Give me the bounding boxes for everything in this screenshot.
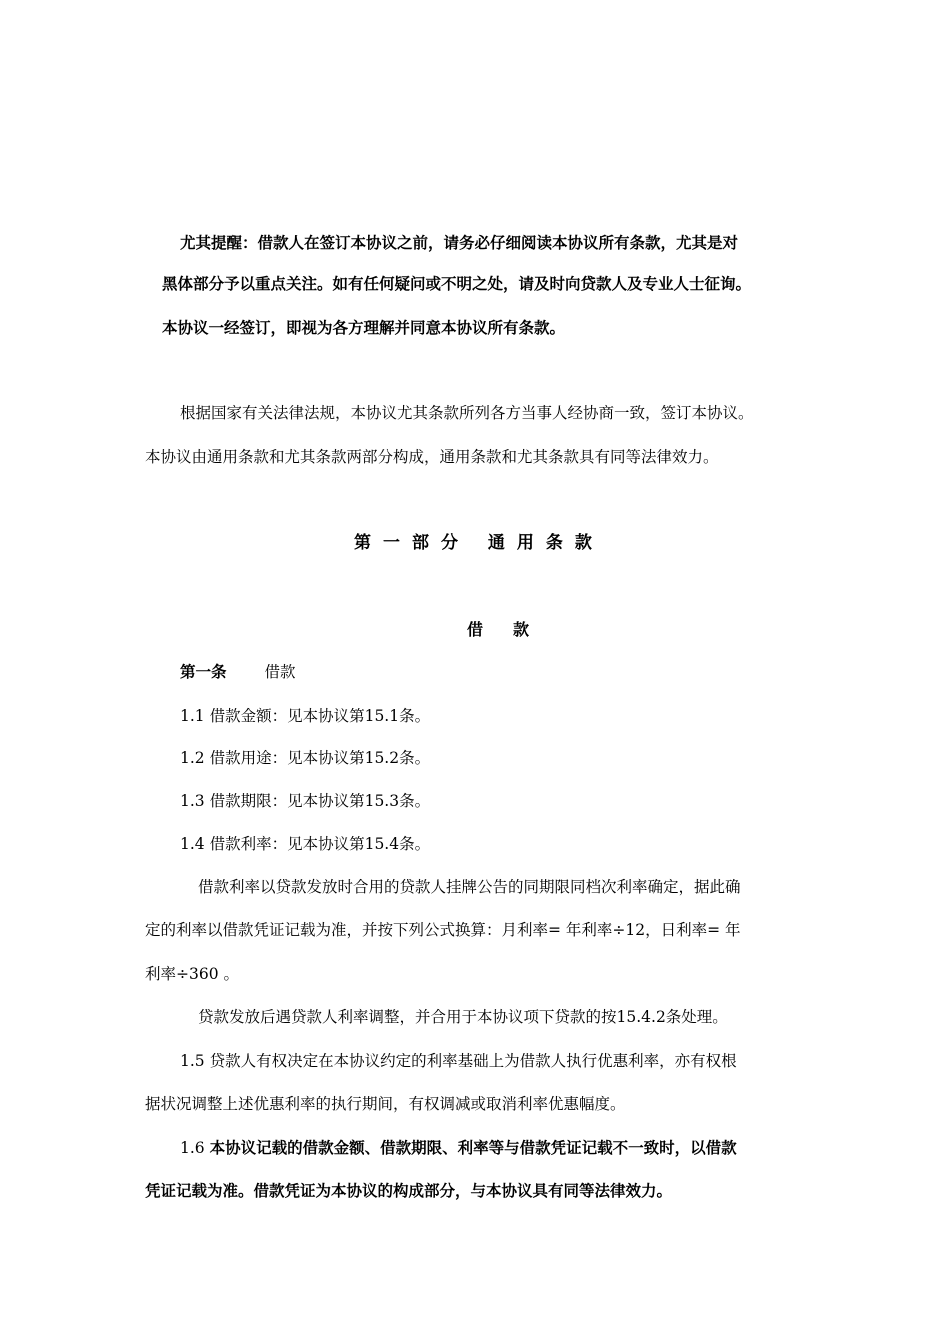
- intro-line-1: 根据国家有关法律法规，本协议尤其条款所列各方当事人经协商一致，签订本协议。: [180, 404, 754, 422]
- clause-1-3: 1.3 借款期限：见本协议第15.3条。: [180, 792, 431, 810]
- notice-line-3: 本协议一经签订，即视为各方理解并同意本协议所有条款。: [162, 319, 566, 337]
- section-title: 借款: [467, 620, 560, 639]
- article-number: 第一条: [180, 663, 227, 681]
- clause-1-4: 1.4 借款利率：见本协议第15.4条。: [180, 835, 431, 853]
- clause-1-2: 1.2 借款用途：见本协议第15.2条。: [180, 749, 431, 767]
- rate-adjust-para: 贷款发放后遇贷款人利率调整，并合用于本协议项下贷款的按15.4.2条处理。: [198, 1008, 728, 1026]
- rate-para-line-2: 定的利率以借款凭证记载为准，并按下列公式换算：月利率= 年利率÷12，日利率= 年: [145, 921, 741, 939]
- clause-1-5-line-2: 据状况调整上述优惠利率的执行期间，有权调减或取消利率优惠幅度。: [145, 1095, 626, 1113]
- notice-line-2: 黑体部分予以重点关注。如有任何疑问或不明之处，请及时向贷款人及专业人士征询。: [162, 275, 752, 293]
- intro-line-2: 本协议由通用条款和尤其条款两部分构成，通用条款和尤其条款具有同等法律效力。: [145, 448, 719, 466]
- clause-1-6-number: 1.6: [180, 1139, 205, 1157]
- part-title: 第一部分 通用条款: [354, 533, 604, 553]
- clause-1-6-line-1: [180, 1138, 737, 1158]
- article-name: 借款: [264, 663, 296, 681]
- clause-1-6-text-1: 本协议记载的借款金额、借款期限、利率等与借款凭证记载不一致时，以借款: [209, 1139, 737, 1157]
- article-heading: [180, 662, 296, 682]
- clause-1-5-line-1: 1.5 贷款人有权决定在本协议约定的利率基础上为借款人执行优惠利率，亦有权根: [180, 1052, 737, 1070]
- rate-para-line-1: 借款利率以贷款发放时合用的贷款人挂牌公告的同期限同档次利率确定，据此确: [198, 878, 741, 896]
- rate-para-line-3: 利率÷360 。: [145, 965, 239, 983]
- clause-1-1: 1.1 借款金额：见本协议第15.1条。: [180, 707, 431, 725]
- notice-line-1: 尤其提醒：借款人在签订本协议之前，请务必仔细阅读本协议所有条款，尤其是对: [180, 234, 739, 252]
- clause-1-6-line-2: 凭证记载为准。借款凭证为本协议的构成部分，与本协议具有同等法律效力。: [145, 1182, 673, 1200]
